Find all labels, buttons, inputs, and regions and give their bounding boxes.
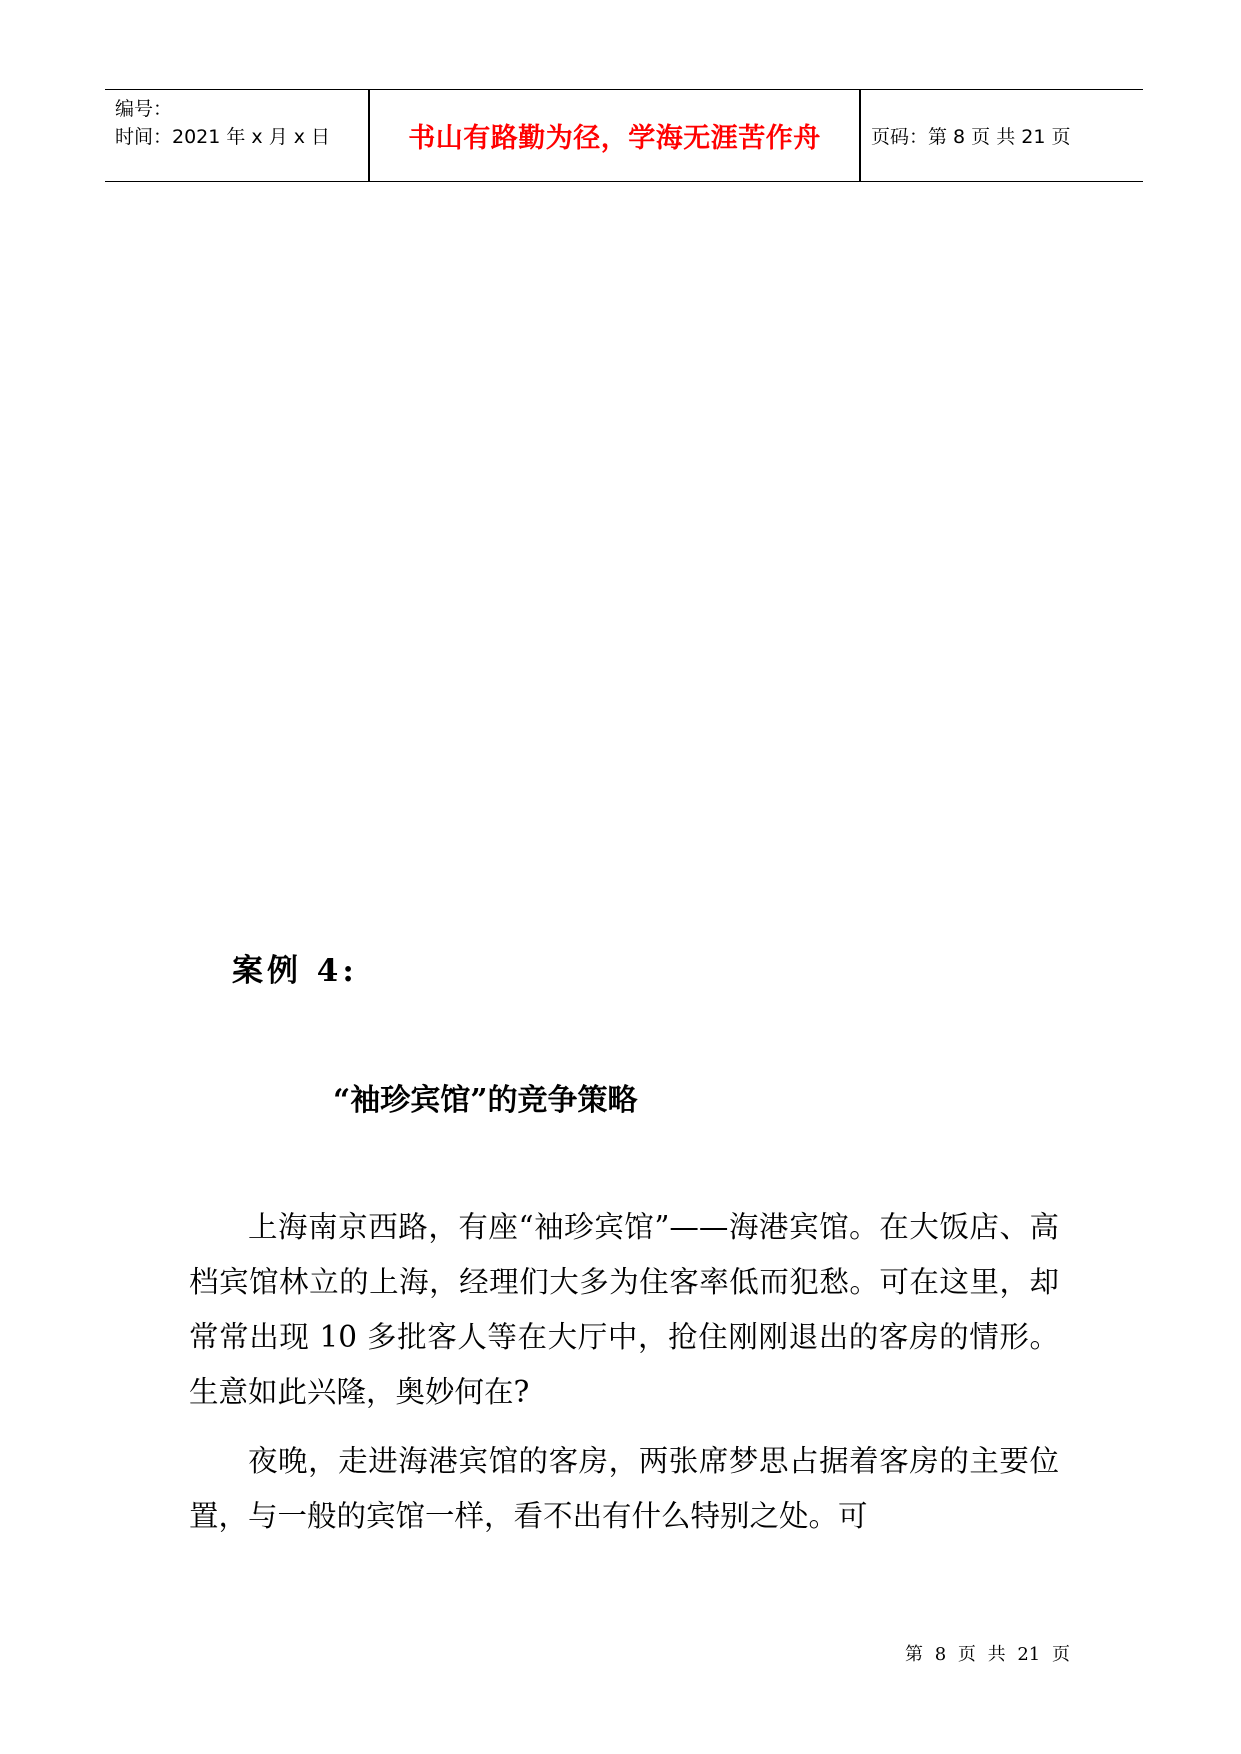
- body-text: [189, 1200, 1059, 1558]
- page-header: [105, 89, 1143, 182]
- paragraph-1: 上海南京西路，有座“袖珍宾馆”——海港宾馆。在大饭店、高档宾馆林立的上海，经理们大多为住客率低而犯愁。可在这里，却常常出现 10 多批客人等在大厅中，抢住刚刚退出的客房的情形。生意如此兴隆，奥妙何在?: [189, 1210, 1059, 1409]
- case-label: 案例 4:: [232, 953, 358, 989]
- header-page-info: 页码：第 8 页 共 21 页: [871, 126, 1071, 148]
- page-footer: 第 8 页 共 21 页: [905, 1644, 1070, 1665]
- header-divider-right: [859, 90, 861, 181]
- header-number-label: 编号：: [115, 98, 173, 120]
- header-time-label: 时间：2021 年 x 月 x 日: [115, 126, 331, 148]
- paragraph-2: 夜晚，走进海港宾馆的客房，两张席梦思占据着客房的主要位置，与一般的宾馆一样，看不出有什么特别之处。可: [189, 1444, 1059, 1533]
- header-motto: 书山有路勤为径，学海无涯苦作舟: [408, 123, 821, 154]
- document-title: “袖珍宾馆”的竞争策略: [333, 1083, 638, 1118]
- header-meta: [115, 95, 330, 151]
